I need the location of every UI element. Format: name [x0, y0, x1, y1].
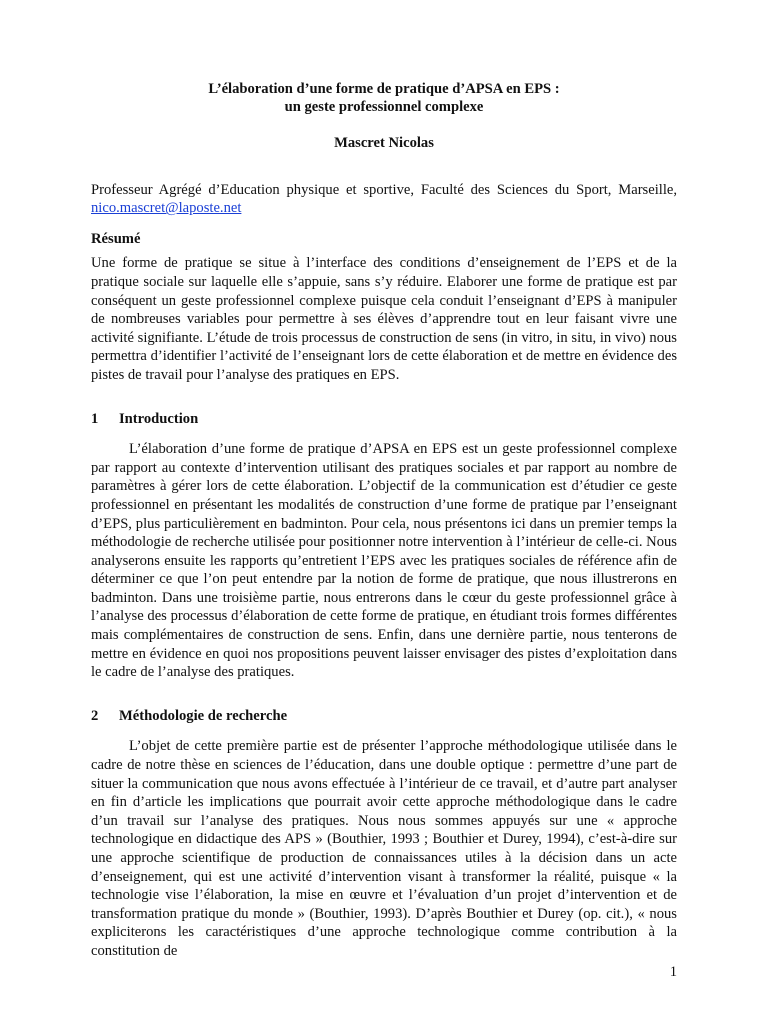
- section-number: 2: [91, 707, 99, 724]
- abstract-heading: Résumé: [91, 230, 141, 247]
- introduction-paragraph: L’élaboration d’une forme de pratique d’APSA en EPS est un geste professionnel complexe par rapport au contexte d’intervention utilisant des pratiques sociales et par rapport au nombre de paramètres à gérer lors de cette élaboration. L’objectif de la communication est d’étudier ce geste professionnel en présentant les modalités de construction d’une forme de pratique par l’enseignant d’EPS, plus particulièrement en badminton. Pour cela, nous présentons ici dans un premier temps la méthodologie de recherche utilisée pour positionner notre intervention à l’intérieur de celle-ci. Nous analyserons ensuite les rapports qu’entretient l’EPS avec les pratiques sociales de référence afin de déterminer ce que l’on peut entendre par la notion de forme de pratique, que nous illustrerons en badminton. Dans une troisième partie, nous entrerons dans le cœur du geste professionnel grâce à l’analyse des processus d’élaboration de cette forme de pratique, en étudiant trois formes différentes mais complémentaires de construction de sens. Enfin, dans une dernière partie, nous tenterons de mettre en évidence en quoi nos propositions peuvent laisser envisager des pistes d’exploitation dans le cadre de l’analyse des pratiques.: [91, 441, 677, 681]
- section-heading-introduction: [91, 410, 677, 429]
- title-line-1: L’élaboration d’une forme de pratique d’APSA en EPS :: [208, 81, 560, 97]
- section-heading-methodologie: [91, 707, 677, 726]
- document-page: [91, 80, 677, 961]
- email-link[interactable]: nico.mascret@laposte.net: [91, 200, 242, 217]
- abstract-body: Une forme de pratique se situe à l’interface des conditions d’enseignement de l’EPS et de la pratique sociale sur laquelle elle s’appuie, sans s’y réduire. Elaborer une forme de pratique est par conséquent un geste professionnel complexe puisque cela conduit l’enseignant d’EPS à manipuler de nombreuses variables pour permettre à ses élèves d’apprendre tout en leur faisant vivre une activité signifiante. L’étude de trois processus de construction de sens (in vitro, in situ, in vivo) nous permettra d’identifier l’activité de l’enseignant lors de cette élaboration et de mettre en évidence des pistes de travail pour l’analyse des pratiques en EPS.: [91, 255, 677, 383]
- paper-title: [91, 80, 677, 116]
- page-number: 1: [669, 964, 677, 980]
- author-affiliation: [91, 181, 677, 218]
- section-number: 1: [91, 410, 99, 427]
- section-title: Introduction: [119, 410, 199, 427]
- title-line-2: un geste professionnel complexe: [284, 99, 484, 115]
- methodologie-paragraph: L’objet de cette première partie est de présenter l’approche méthodologique utilisée dans le cadre de notre thèse en sciences de l’éducation, dans une double optique : permettre d’une part de situer la communication que nous avons effectuée à l’intérieur de ce travail, et d’autre part analyser en fin d’article les implications que pourrait avoir cette approche méthodologique dans le cadre d’un travail sur l’analyse des pratiques. Nous nous sommes appuyés sur une « approche technologique en didactique des APS » (Bouthier, 1993 ; Bouthier et Durey, 1994), c’est-à-dire sur une approche scientifique de production de connaissances utiles à la décision dans un acte d’enseignement, qui est une activité d’intervention visant à transformer la réalité, puisque « la technologie vise l’élaboration, la mise en œuvre et l’évaluation d’un projet d’intervention et de transformation pratique du monde » (Bouthier, 1993). D’après Bouthier et Durey (op. cit.), « nous expliciterons les caractéristiques d’une approche technologique comme contribution à la constitution de: [91, 738, 677, 959]
- section-title: Méthodologie de recherche: [119, 707, 288, 724]
- author-name: Mascret Nicolas: [334, 135, 434, 151]
- affiliation-text: Professeur Agrégé d’Education physique et sportive, Faculté des Sciences du Sport, Marseille,: [91, 181, 677, 198]
